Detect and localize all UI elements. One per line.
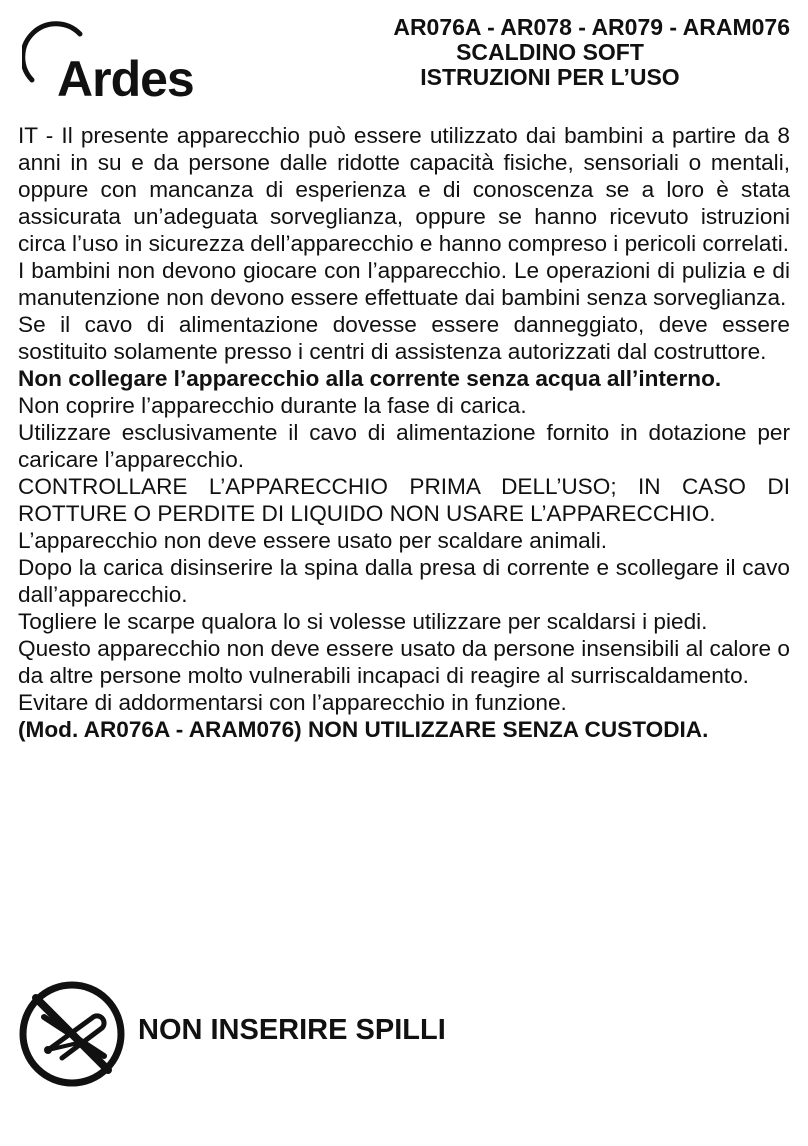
paragraph-children-usage: IT - Il presente apparecchio può essere utilizzato dai bambini a partire da 8 anni in su e da persone dalle ridotte capacità fisiche, sensoriali o mentali, oppure con mancanza di esperienza e di conoscenza se a loro è stata assicurata un’adeguata sorveglianza, oppure se hanno ricevuto istruzioni circa l’uso in sicurezza dell’apparecchio e hanno compreso i pericoli correlati. [18, 123, 790, 256]
product-title: SCALDINO SOFT [456, 39, 644, 65]
brand-name: Ardes [57, 51, 194, 107]
paragraph-supplied-cable: Utilizzare esclusivamente il cavo di alimentazione fornito in dotazione per caricare l’apparecchio. [18, 420, 790, 472]
paragraph-cover-warning: (Mod. AR076A - ARAM076) NON UTILIZZARE SENZA CUSTODIA. [18, 717, 709, 742]
paragraph-no-sleep: Evitare di addormentarsi con l’apparecchio in funzione. [18, 690, 567, 715]
paragraph-no-animals: L’apparecchio non deve essere usato per scaldare animali. [18, 528, 608, 553]
brand-logo [22, 18, 202, 107]
instructions-body [18, 122, 790, 743]
paragraph-children-play: I bambini non devono giocare con l’apparecchio. Le operazioni di pulizia e di manutenzione non devono essere effettuate dai bambini senza sorveglianza. [18, 258, 790, 310]
paragraph-remove-shoes: Togliere le scarpe qualora lo si volesse utilizzare per scaldarsi i piedi. [18, 609, 708, 634]
paragraph-power-cable: Se il cavo di alimentazione dovesse essere danneggiato, deve essere sostituito solamente presso i centri di assistenza autorizzati dal costruttore. [18, 312, 790, 364]
no-pins-label: NON INSERIRE SPILLI [138, 1014, 446, 1046]
model-numbers: AR076A - AR078 - AR079 - ARAM076 [393, 14, 790, 40]
document-header [310, 15, 790, 90]
no-pins-warning [18, 980, 618, 1090]
paragraph-unplug: Dopo la carica disinserire la spina dalla presa di corrente e scollegare il cavo dall’apparecchio. [18, 555, 790, 607]
paragraph-check-before-use: CONTROLLARE L’APPARECCHIO PRIMA DELL’USO; IN CASO DI ROTTURE O PERDITE DI LIQUIDO NON USARE L’APPARECCHIO. [18, 474, 790, 526]
document-subtitle: ISTRUZIONI PER L’USO [420, 64, 680, 90]
paragraph-water-warning: Non collegare l’apparecchio alla corrente senza acqua all’interno. [18, 366, 722, 391]
no-pins-icon [18, 980, 126, 1088]
paragraph-insensitive-persons: Questo apparecchio non deve essere usato da persone insensibili al calore o da altre persone molto vulnerabili incapaci di reagire al surriscaldamento. [18, 636, 790, 688]
paragraph-no-cover: Non coprire l’apparecchio durante la fase di carica. [18, 393, 527, 418]
